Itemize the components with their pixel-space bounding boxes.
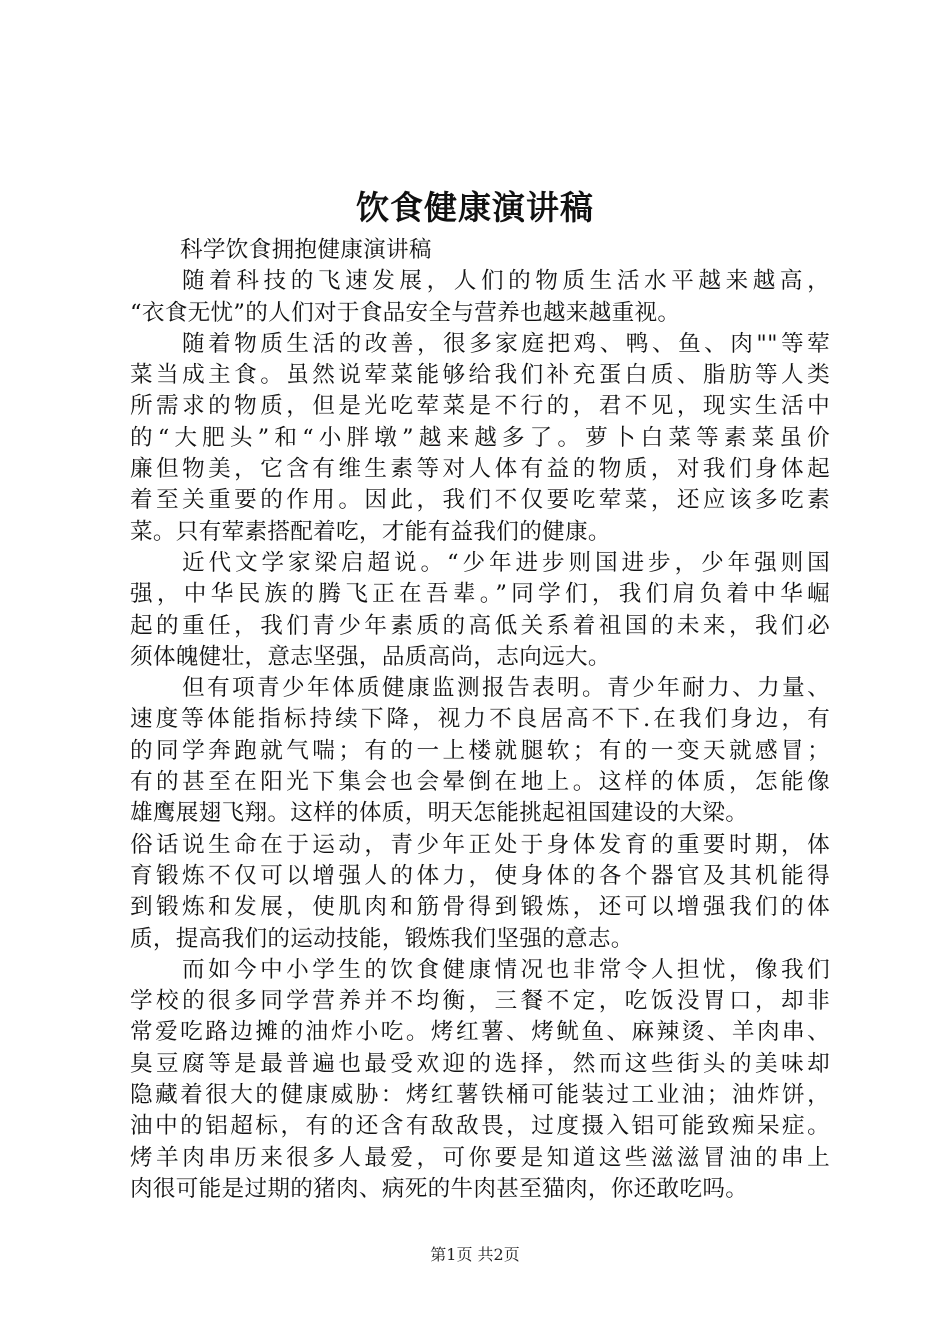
text-line: 菜。只有荤素搭配着吃，才能有益我们的健康。 — [130, 518, 611, 545]
text-line: 所需求的物质，但是光吃荤菜是不行的，君不见，现实生活中 — [130, 393, 830, 420]
text-line: 菜当成主食。虽然说荤菜能够给我们补充蛋白质、脂肪等人类 — [130, 362, 830, 389]
text-line: “衣食无忧”的人们对于食品安全与营养也越来越重视。 — [130, 299, 681, 326]
document-title: 饮食健康演讲稿 — [356, 188, 594, 227]
text-line: 臭豆腐等是最普遍也最受欢迎的选择，然而这些街头的美味却 — [130, 1050, 830, 1077]
text-line: 雄鹰展翅飞翔。这样的体质，明天怎能挑起祖国建设的大梁。 — [130, 800, 749, 827]
text-line: 强，中华民族的腾飞正在吾辈。”同学们，我们肩负着中华崛 — [130, 581, 830, 608]
text-line: 但有项青少年体质健康监测报告表明。青少年耐力、力量、 — [182, 675, 830, 702]
document-body — [130, 235, 830, 1205]
text-line: 烤羊肉串历来很多人最爱，可你要是知道这些滋滋冒油的串上 — [130, 1144, 830, 1171]
text-line: 须体魄健壮，意志坚强，品质高尚，志向远大。 — [130, 643, 611, 670]
text-line: 有的甚至在阳光下集会也会晕倒在地上。这样的体质，怎能像 — [130, 769, 830, 796]
text-line: 随着科技的飞速发展，人们的物质生活水平越来越高， — [182, 268, 830, 295]
text-line: 的同学奔跑就气喘；有的一上楼就腿软；有的一变天就感冒； — [130, 737, 830, 764]
text-line: 常爱吃路边摊的油炸小吃。烤红薯、烤鱿鱼、麻辣烫、羊肉串、 — [130, 1019, 830, 1046]
text-line: 育锻炼不仅可以增强人的体力，使身体的各个器官及其机能得 — [130, 862, 830, 889]
text-line: 着至关重要的作用。因此，我们不仅要吃荤菜，还应该多吃素 — [130, 487, 830, 514]
text-line: 俗话说生命在于运动，青少年正处于身体发育的重要时期，体 — [130, 831, 830, 858]
text-line: 到锻炼和发展，使肌肉和筋骨得到锻炼，还可以增强我们的体 — [130, 894, 830, 921]
text-line: 随着物质生活的改善，很多家庭把鸡、鸭、鱼、肉""等荤 — [182, 330, 830, 357]
document-subtitle: 科学饮食拥抱健康演讲稿 — [180, 237, 432, 263]
text-line: 而如今中小学生的饮食健康情况也非常令人担忧，像我们 — [182, 956, 830, 983]
text-line: 油中的铝超标，有的还含有敌敌畏，过度摄入铝可能致痴呆症。 — [130, 1113, 830, 1140]
text-line: 的“大肥头”和“小胖墩”越来越多了。萝卜白菜等素菜虽价 — [130, 424, 830, 451]
text-line: 速度等体能指标持续下降，视力不良居高不下.在我们身边，有 — [130, 706, 830, 733]
text-line: 肉很可能是过期的猪肉、病死的牛肉甚至猫肉，你还敢吃吗。 — [130, 1175, 749, 1202]
text-line: 近代文学家梁启超说。“少年进步则国进步，少年强则国 — [182, 549, 830, 576]
text-line: 质，提高我们的运动技能，锻炼我们坚强的意志。 — [130, 925, 634, 952]
text-line: 学校的很多同学营养并不均衡，三餐不定，吃饭没胃口，却非 — [130, 988, 830, 1015]
text-line: 廉但物美，它含有维生素等对人体有益的物质，对我们身体起 — [130, 456, 830, 483]
text-line: 起的重任，我们青少年素质的高低关系着祖国的未来，我们必 — [130, 612, 830, 639]
text-line: 隐藏着很大的健康威胁：烤红薯铁桶可能装过工业油；油炸饼， — [130, 1082, 830, 1109]
page-number-footer: 第1页 共2页 — [430, 1245, 520, 1264]
